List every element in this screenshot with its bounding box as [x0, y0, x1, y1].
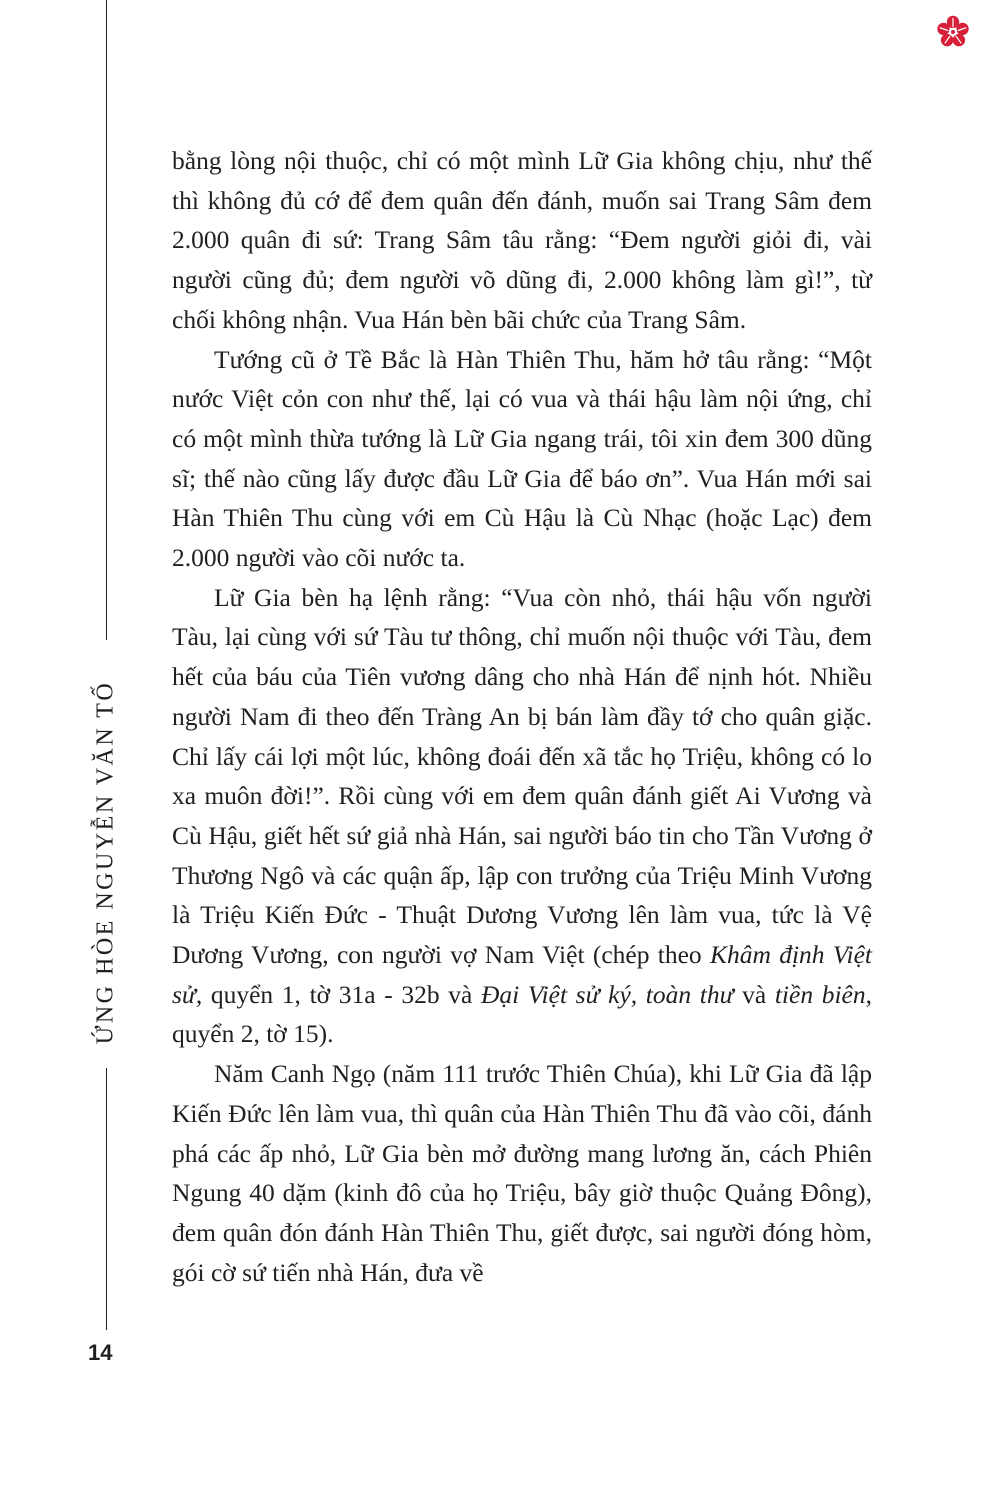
- citation-dai-viet-su-ky: Đại Việt sử ký, toàn thư: [480, 979, 734, 1009]
- page-number: 14: [88, 1340, 113, 1365]
- paragraph-4: Năm Canh Ngọ (năm 111 trước Thiên Chúa), khi Lữ Gia đã lập Kiến Đức lên làm vua, thì quân của Hàn Thiên Thu đã vào cõi, đánh phá các ấp nhỏ, Lữ Gia bèn mở đường mang lương ăn, cách Phiên Ngung 40 dặm (kinh đô của họ Triệu, bây giờ thuộc Quảng Đông), đem quân đón đánh Hàn Thiên Thu, giết được, sai người đóng hòm, gói cờ sứ tiến nhà Hán, đưa về: [172, 1059, 872, 1287]
- running-title: [86, 672, 126, 1052]
- paragraph-3-text-d: , quyển 2, tờ 15).: [172, 979, 872, 1049]
- paragraph-3-text-a: Lữ Gia bèn hạ lệnh rằng: “Vua còn nhỏ, thái hậu vốn người Tàu, lại cùng với sứ Tàu tư thông, chỉ muốn nội thuộc với Tàu, đem hết của báu của Tiên vương dâng cho nhà Hán để nịnh hót. Nhiều người Nam đi theo đến Tràng An bị bán làm đầy tớ cho quân giặc. Chỉ lấy cái lợi một lúc, không đoái đến xã tắc họ Triệu, không có lo xa muôn đời!”. Rồi cùng với em đem quân đánh giết Ai Vương và Cù Hậu, giết hết sứ giả nhà Hán, sai người báo tin cho Tần Vương ở Thương Ngô và các quận ấp, lập con trưởng của Triệu Minh Vương là Triệu Kiến Đức - Thuật Dương Vương lên làm vua, tức là Vệ Dương Vương, con người vợ Nam Việt (chép theo: [172, 582, 872, 970]
- paragraph-2: Tướng cũ ở Tề Bắc là Hàn Thiên Thu, hăm hở tâu rằng: “Một nước Việt cỏn con như thế, lại có vua và thái hậu làm nội ứng, chỉ có một mình thừa tướng là Lữ Gia ngang trái, tôi xin đem 300 dũng sĩ; thế nào cũng lấy được đầu Lữ Gia để báo ơn”. Vua Hán mới sai Hàn Thiên Thu cùng với em Cù Hậu là Cù Nhạc (hoặc Lạc) đem 2.000 người vào cõi nước ta.: [172, 344, 872, 573]
- paragraph-3-text-b: quyển 1, tờ 31a - 32b và: [202, 979, 481, 1009]
- running-title-text: ỨNG HÒE NGUYỄN VĂN TỐ: [92, 680, 119, 1044]
- citation-kham-dinh-viet-su: Khâm định Việt sử,: [172, 940, 872, 1009]
- paragraph-1: bằng lòng nội thuộc, chỉ có một mình Lữ Gia không chịu, như thế thì không đủ cớ để đem quân đến đánh, muốn sai Trang Sâm đem 2.000 quân đi sứ: Trang Sâm tâu rằng: “Đem người giỏi đi, vài người cũng đủ; đem người võ dũng đi, 2.000 không làm gì!”, từ chối không nhận. Vua Hán bèn bãi chức của Trang Sâm.: [172, 146, 872, 334]
- spine-rule-bottom: [106, 1068, 107, 1330]
- body-text: [172, 141, 872, 1292]
- paragraph-3: [172, 578, 872, 1054]
- citation-tien-bien: tiền biên: [774, 979, 866, 1009]
- flower-ornament-icon: [935, 14, 971, 50]
- paragraph-3-text-c: và: [733, 979, 775, 1009]
- spine-rule-top: [106, 0, 107, 640]
